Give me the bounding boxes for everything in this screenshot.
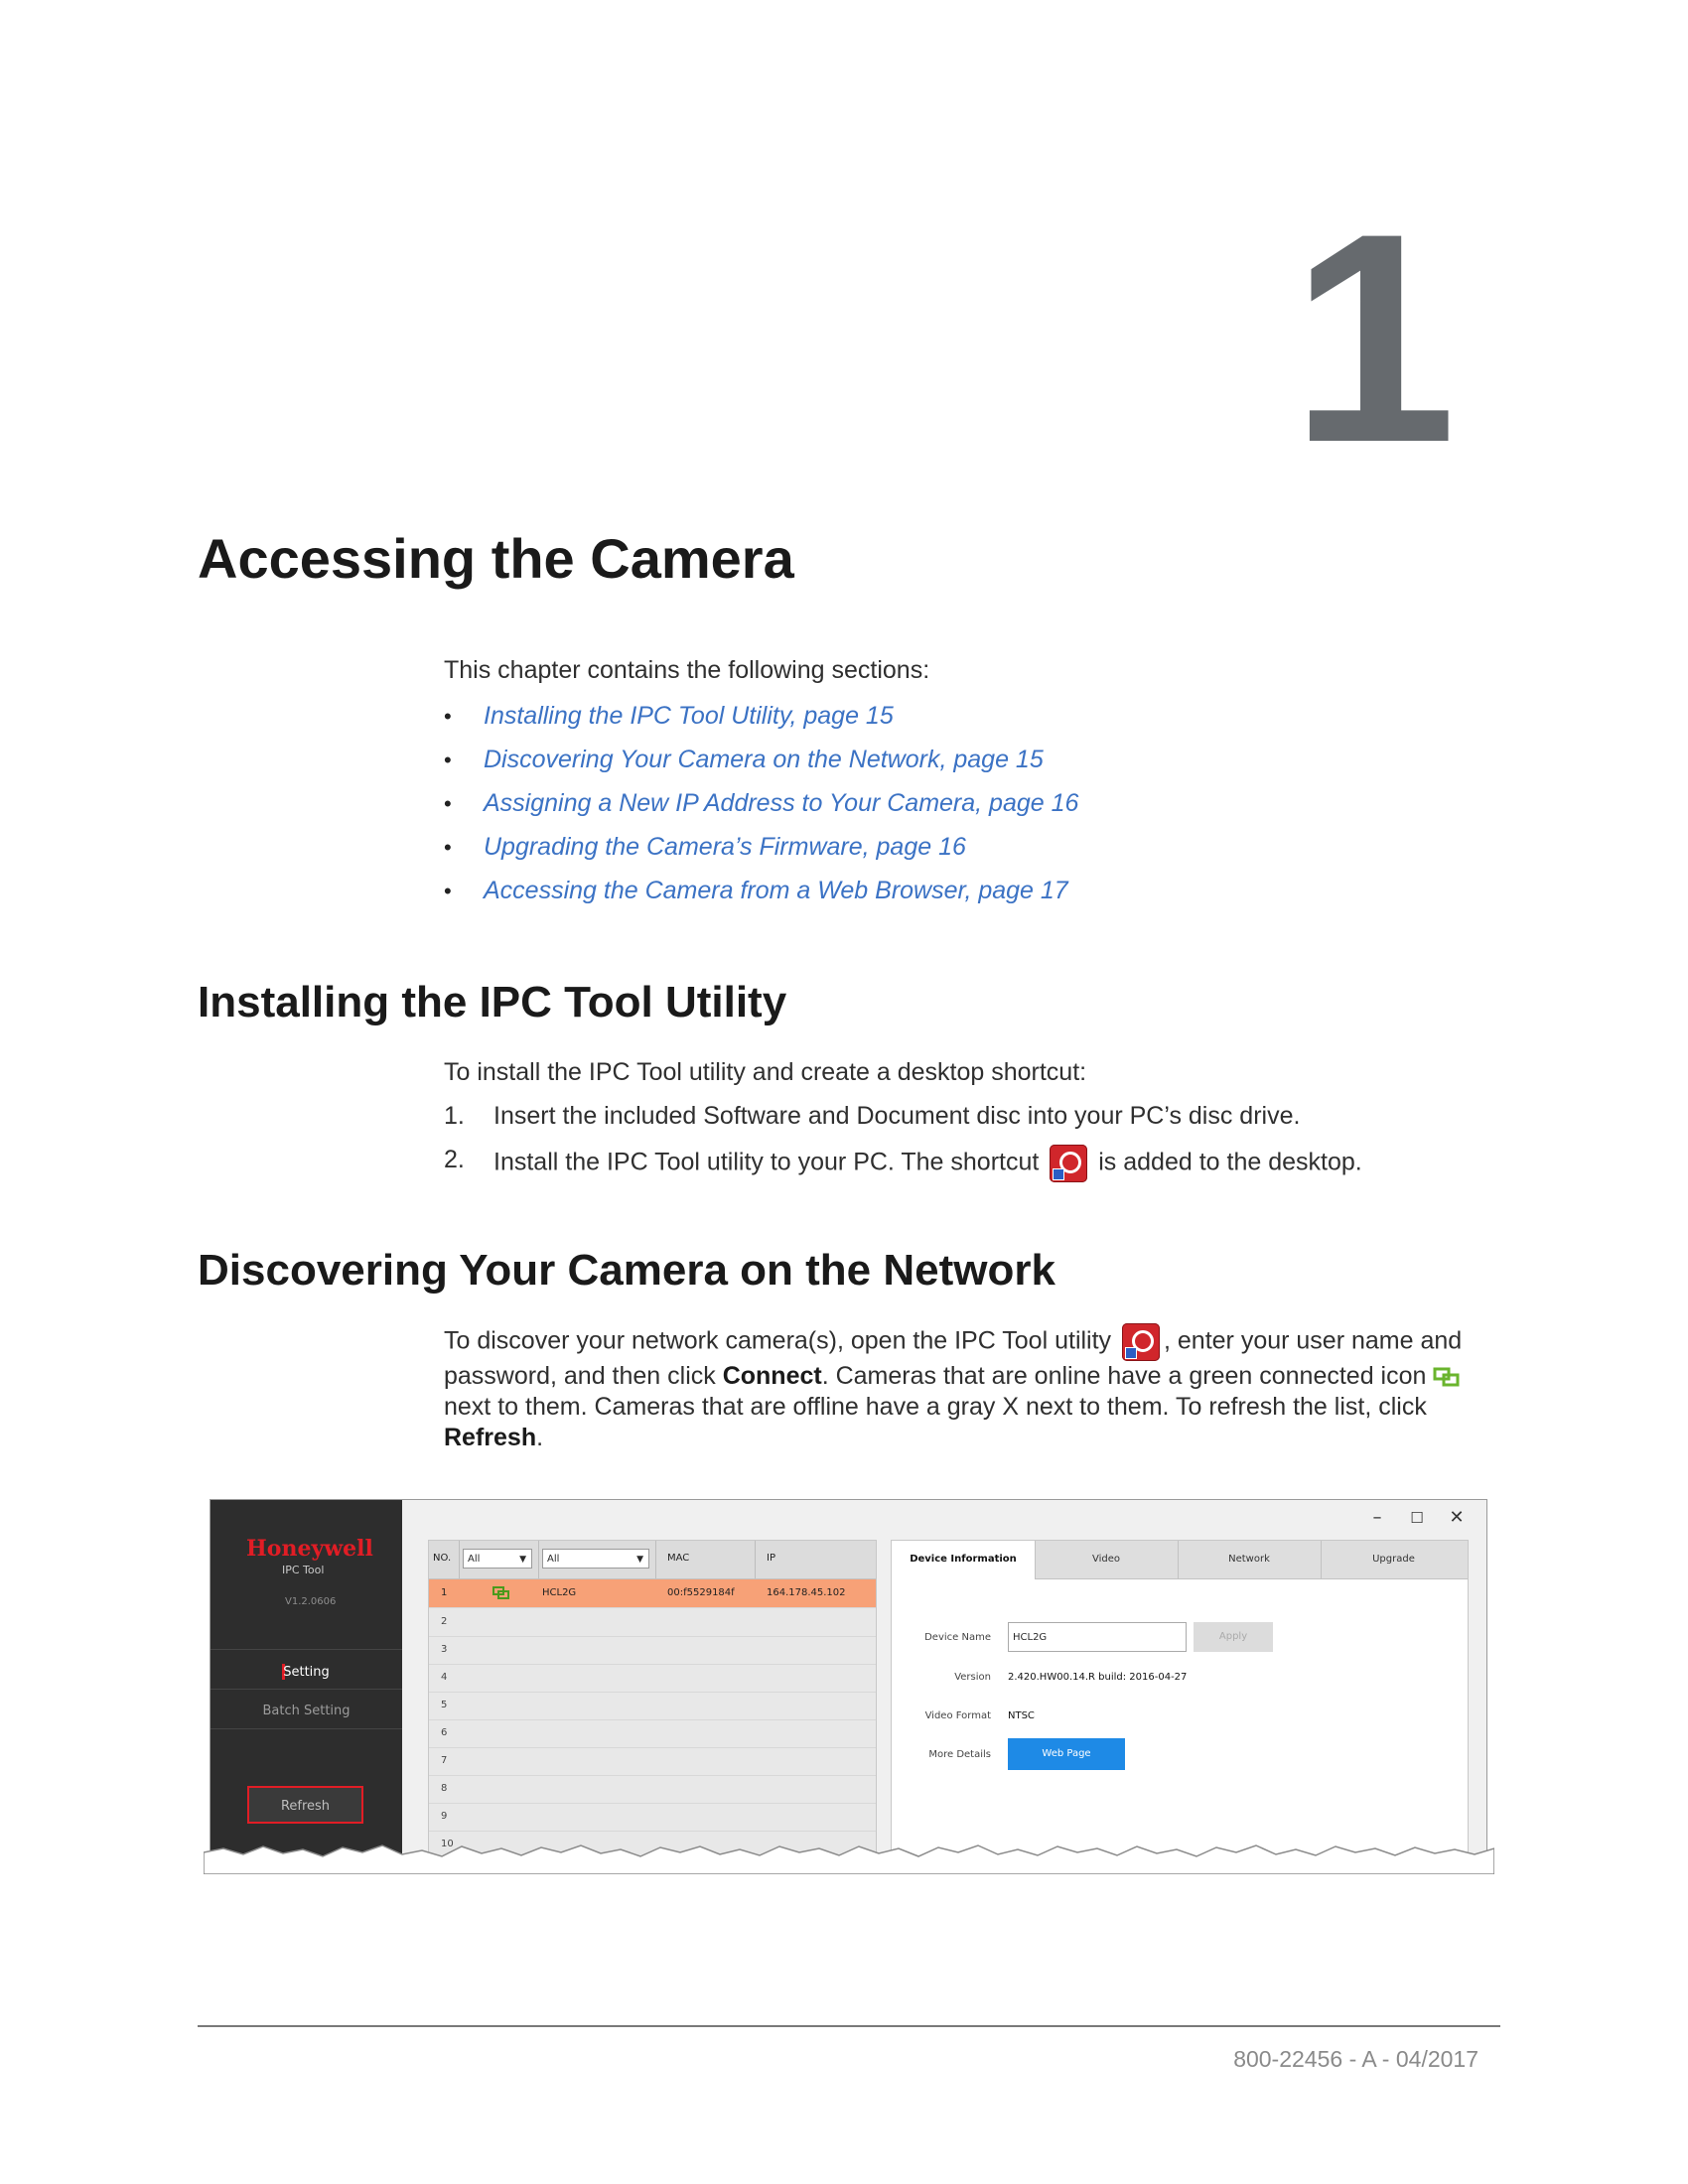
table-row[interactable]: [429, 1636, 876, 1665]
install-heading: Installing the IPC Tool Utility: [198, 978, 787, 1026]
ipc-tool-shortcut-icon: [1050, 1145, 1087, 1182]
discover-paragraph: [444, 1323, 1481, 1453]
install-section: [444, 1057, 1481, 1188]
footer-divider: [198, 2025, 1500, 2027]
list-item: [444, 876, 1481, 919]
toc-link[interactable]: Assigning a New IP Address to Your Camera, page 16: [484, 789, 1079, 817]
table-row[interactable]: [429, 1664, 876, 1693]
row-no: 2: [441, 1616, 448, 1627]
close-icon[interactable]: ✕: [1449, 1507, 1465, 1528]
divider: [459, 1541, 460, 1578]
install-step: [444, 1145, 1481, 1188]
row-no: 5: [441, 1700, 448, 1710]
app-name: IPC Tool: [282, 1564, 325, 1576]
sidebar: [211, 1500, 402, 1857]
list-item: [444, 832, 1481, 876]
row-no: 7: [441, 1755, 448, 1766]
discover-text: , enter your user name and password, and then click: [444, 1326, 1463, 1390]
tab-device-information[interactable]: Device Information: [892, 1541, 1036, 1579]
discover-text: To discover your network camera(s), open the IPC Tool utility: [444, 1326, 1112, 1355]
table-row[interactable]: [429, 1579, 876, 1608]
filter-dropdown[interactable]: [463, 1549, 532, 1569]
list-item: [444, 788, 1481, 832]
col-mac: MAC: [667, 1553, 690, 1564]
filter-value: All: [547, 1554, 560, 1565]
table-row[interactable]: [429, 1608, 876, 1637]
tab-video[interactable]: Video: [1035, 1541, 1179, 1578]
version-label: Version: [954, 1672, 991, 1683]
divider: [655, 1541, 656, 1578]
chevron-down-icon: ▼: [636, 1555, 643, 1565]
row-mac: 00:f5529184f: [667, 1587, 735, 1598]
row-no: 10: [441, 1839, 454, 1849]
table-row[interactable]: [429, 1775, 876, 1804]
ipc-tool-screenshot: [210, 1499, 1487, 1858]
list-item: [444, 745, 1481, 788]
refresh-button[interactable]: Refresh: [247, 1786, 363, 1824]
connected-icon: [492, 1586, 510, 1600]
sidebar-item-batch-setting[interactable]: Batch Setting: [262, 1704, 351, 1718]
video-format-label: Video Format: [924, 1710, 991, 1721]
intro-section: [444, 655, 1481, 919]
filter-dropdown[interactable]: [542, 1549, 649, 1569]
toc-link[interactable]: Upgrading the Camera’s Firmware, page 16: [484, 833, 966, 861]
table-row[interactable]: [429, 1719, 876, 1748]
video-format-value: NTSC: [1008, 1710, 1035, 1721]
document-id: 800-22456 - A - 04/2017: [1233, 2046, 1478, 2072]
ipc-tool-icon: [1122, 1323, 1160, 1361]
tab-upgrade[interactable]: Upgrade: [1372, 1554, 1415, 1565]
filter-value: All: [468, 1554, 481, 1565]
list-item: [444, 701, 1481, 745]
connect-term: Connect: [722, 1362, 822, 1390]
row-name: HCL2G: [542, 1587, 577, 1598]
discover-text: . Cameras that are online have a green connected icon: [821, 1362, 1427, 1390]
step-number: 2.: [444, 1146, 465, 1173]
row-no: 3: [441, 1644, 448, 1655]
install-lead: To install the IPC Tool utility and create a desktop shortcut:: [444, 1058, 1087, 1086]
device-name-label: Device Name: [924, 1632, 991, 1643]
version-value: 2.420.HW00.14.R build: 2016-04-27: [1008, 1672, 1188, 1683]
window-controls: [1347, 1500, 1486, 1536]
bullet-icon: •: [444, 879, 452, 903]
divider: [211, 1689, 402, 1690]
col-no: NO.: [433, 1553, 452, 1564]
maximize-icon[interactable]: ☐: [1410, 1509, 1424, 1527]
col-ip: IP: [767, 1553, 775, 1564]
row-no: 8: [441, 1783, 448, 1794]
chevron-down-icon: ▼: [519, 1555, 526, 1565]
section-list: [444, 701, 1481, 919]
apply-button[interactable]: Apply: [1194, 1622, 1273, 1652]
step-text-after: is added to the desktop.: [1098, 1148, 1362, 1176]
discover-heading: Discovering Your Camera on the Network: [198, 1246, 1055, 1295]
toc-link[interactable]: Installing the IPC Tool Utility, page 15: [484, 702, 894, 730]
web-page-button[interactable]: Web Page: [1008, 1738, 1125, 1770]
step-text-before: Install the IPC Tool utility to your PC. The shortcut: [493, 1148, 1040, 1176]
intro-lead: This chapter contains the following sections:: [444, 656, 930, 684]
divider: [755, 1541, 756, 1578]
refresh-term: Refresh: [444, 1424, 537, 1451]
bullet-icon: •: [444, 791, 452, 816]
chapter-title: Accessing the Camera: [198, 527, 794, 590]
toc-link[interactable]: Accessing the Camera from a Web Browser, page 17: [484, 877, 1068, 904]
row-no: 9: [441, 1811, 448, 1822]
device-details-panel: [891, 1540, 1469, 1858]
row-no: 4: [441, 1672, 448, 1683]
divider: [211, 1728, 402, 1729]
device-name-field[interactable]: HCL2G: [1008, 1622, 1187, 1652]
table-row[interactable]: [429, 1803, 876, 1832]
torn-edge: [204, 1835, 1494, 1874]
connected-icon: [1433, 1366, 1461, 1388]
step-text: Insert the included Software and Document disc into your PC’s disc drive.: [493, 1102, 1301, 1130]
step-text: [493, 1145, 1362, 1182]
install-step: [444, 1101, 1481, 1145]
table-row[interactable]: [429, 1747, 876, 1776]
bullet-icon: •: [444, 704, 452, 729]
device-list: [428, 1540, 877, 1858]
row-no: 1: [441, 1587, 448, 1598]
step-number: 1.: [444, 1102, 465, 1130]
more-details-label: More Details: [928, 1749, 991, 1760]
minimize-icon[interactable]: –: [1372, 1507, 1382, 1528]
toc-link[interactable]: Discovering Your Camera on the Network, page 15: [484, 746, 1044, 773]
brand-logo: Honeywell: [246, 1536, 373, 1562]
sidebar-item-setting[interactable]: Setting: [283, 1665, 330, 1680]
list-header: [429, 1541, 876, 1579]
row-no: 6: [441, 1727, 448, 1738]
divider: [538, 1541, 539, 1578]
discover-text: .: [536, 1424, 544, 1451]
chapter-number: 1: [1291, 171, 1457, 504]
tab-network[interactable]: Network: [1178, 1541, 1322, 1578]
row-ip: 164.178.45.102: [767, 1587, 846, 1598]
divider: [211, 1649, 402, 1650]
bullet-icon: •: [444, 748, 452, 772]
discover-text: next to them. Cameras that are offline have a gray X next to them. To refresh the list, click: [444, 1393, 1427, 1421]
app-version: V1.2.0606: [285, 1596, 337, 1607]
table-row[interactable]: [429, 1692, 876, 1720]
tab-bar: [892, 1541, 1468, 1579]
bullet-icon: •: [444, 835, 452, 860]
